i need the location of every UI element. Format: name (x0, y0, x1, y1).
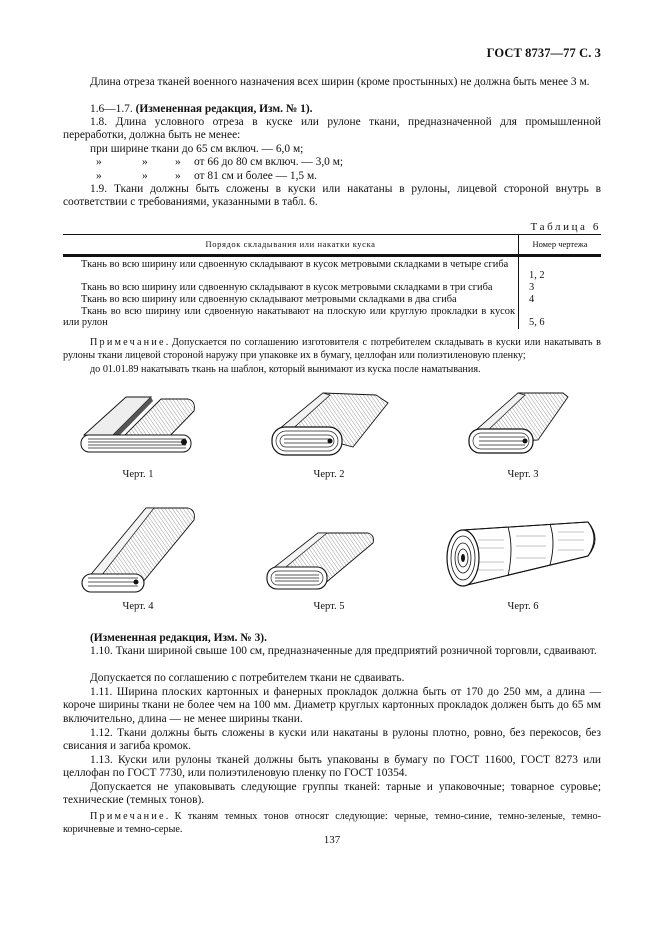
table-title: Таблица 6 (530, 221, 601, 233)
figure-1-drawing (76, 387, 201, 457)
page-number: 137 (323, 834, 341, 846)
paragraph-1-12: 1.12. Ткани должны быть сложены в куски или накатаны в рулоны плотно, ровно, без перекосов, без свисания и загиба кромок. (63, 727, 601, 753)
table-top-rule (63, 234, 601, 235)
clause-number: 1.6—1.7. (90, 103, 136, 115)
paragraph-allow-single: Допускается по соглашению с потребителем ткани не сдваивать. (90, 672, 405, 684)
paragraph-1-13: 1.13. Куски или рулоны тканей должны быть упакованы в бумагу по ГОСТ 11600, ГОСТ 8273 или целлофан по ГОСТ 7730, или полиэтиленовую пленку по ГОСТ 10354. (63, 754, 601, 780)
figure-5-caption: Черт. 5 (313, 601, 345, 612)
table-row: Ткань во всю ширину или сдвоенную складывают в кусок метровыми складками в четыре сгиба (81, 259, 509, 270)
paragraph-1-8: 1.8. Длина условного отреза в куске или рулоне ткани, предназначенной для промышленной переработки, должна быть не менее: (63, 116, 601, 142)
figure-6-drawing (438, 518, 603, 593)
table-cell-drawing: 5, 6 (529, 317, 545, 328)
paragraph-military-length: Длина отреза тканей военного назначения всех ширин (кроме простынных) не должна быть менее 3 м. (90, 76, 590, 88)
figure-3-drawing (463, 385, 573, 460)
table-header-rule (63, 254, 601, 257)
paragraph-1-9: 1.9. Ткани должны быть сложены в куски или накатаны в рулоны, лицевой стороной внутрь в соответствии с требованиями, указанными в табл. 6. (63, 183, 601, 209)
table-cell-drawing: 3 (529, 282, 535, 293)
figure-6-caption: Черт. 6 (507, 601, 539, 612)
paragraph-1-11: 1.11. Ширина плоских картонных и фанерных прокладок должна быть от 170 до 250 мм, а длина — короче ширины ткани не более чем на 100 мм. Диаметр круглых картонных прокладок должен быть до 65 мм включительно, длина — не менее ширины ткани. (63, 686, 601, 725)
amendment-note-3: (Измененная редакция, Изм. № 3). (90, 632, 267, 644)
figure-2-drawing (268, 385, 393, 460)
figure-2-caption: Черт. 2 (313, 469, 345, 480)
note-label: Примечание (90, 337, 166, 348)
note-1: Примечание. Допускается по соглашению изготовителя с потребителем складывать в куски или накатывать в рулоны ткани лицевой стороной наружу при упаковке их в бумагу, целлофан или полиэтиленовую пленку; до 01.01.89 накатывать ткань на шаблон, который вынимают из куска после наматывания. (63, 337, 601, 375)
paragraph-1-10: 1.10. Ткани шириной свыше 100 см, предназначенные для предприятий розничной торговли, сдваивают. (90, 645, 597, 657)
table-header-method: Порядок складывания или накатки куска (205, 239, 376, 249)
width-line-1: при ширине ткани до 65 см включ. — 6,0 м; (90, 143, 304, 155)
paragraph-allow-unpacked: Допускается не упаковывать следующие группы тканей: тарные и упаковочные; товарное суровье; технические (темных тонов). (63, 781, 601, 807)
table-header-drawing: Номер чертежа (532, 239, 588, 249)
amendment-note: (Измененная редакция, Изм. № 1). (135, 103, 313, 115)
table-row: Ткань во всю ширину или сдвоенную складывают в кусок метровыми складками в три сгиба (81, 282, 493, 293)
table-cell-drawing: 4 (529, 294, 535, 305)
table-row: Ткань во всю ширину или сдвоенную накатывают на плоскую или круглую прокладки в кусок или рулон (63, 306, 515, 329)
figure-4-caption: Черт. 4 (122, 601, 154, 612)
paragraph-1-6-1-7 (63, 103, 601, 116)
figure-3-caption: Черт. 3 (507, 469, 539, 480)
note-label: Примечание (90, 811, 166, 822)
note-2: Примечание. К тканям темных тонов относят следующие: черные, темно-синие, темно-зеленые, темно-коричневые и темно-серые. (63, 811, 601, 836)
page-header: ГОСТ 8737—77 С. 3 (486, 46, 601, 60)
figure-5-drawing (263, 525, 378, 595)
figure-4-drawing (78, 500, 198, 595)
table-row: Ткань во всю ширину или сдвоенную складывают метровыми складками в два сгиба (81, 294, 457, 305)
table-cell-drawing: 1, 2 (529, 270, 545, 281)
figure-1-caption: Черт. 1 (122, 469, 154, 480)
